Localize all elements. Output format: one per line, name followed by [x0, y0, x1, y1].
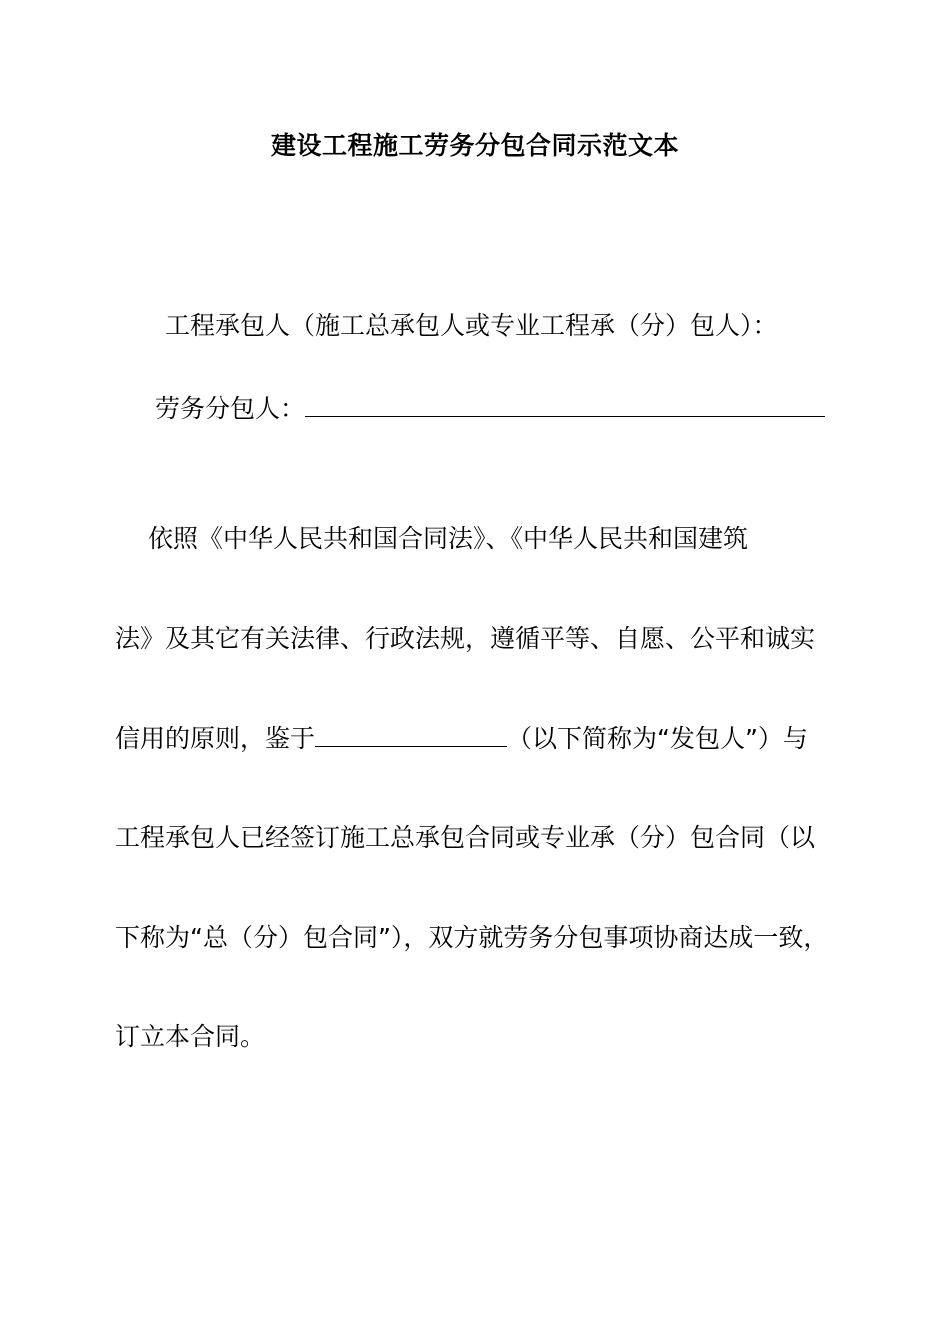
body-line-6: 订立本合同。: [115, 1022, 266, 1051]
body-line-3-before: 信用的原则，鉴于: [115, 724, 316, 753]
body-line-1: 依照《中华人民共和国合同法》、《中华人民共和国建筑: [148, 524, 749, 553]
issuer-blank: [315, 720, 507, 747]
subcontractor-blank: [305, 390, 825, 417]
body-line-3-after: （以下简称为“发包人”）与: [507, 724, 808, 753]
subcontractor-line: [155, 390, 825, 427]
contractor-label: 工程承包人（施工总承包人或专业工程承（分）包人）：: [165, 311, 778, 340]
subcontractor-label: 劳务分包人：: [155, 394, 306, 423]
body-line-4: 工程承包人已经签订施工总承包合同或专业承（分）包合同（以: [115, 823, 816, 852]
document-title: 建设工程施工劳务分包合同示范文本: [270, 131, 679, 160]
body-line-2: 法》及其它有关法律、行政法规，遵循平等、自愿、公平和诚实: [115, 624, 816, 653]
body-line-3: [115, 720, 808, 757]
body-line-5: 下称为“总（分）包合同”），双方就劳务分包事项协商达成一致，: [115, 923, 829, 952]
